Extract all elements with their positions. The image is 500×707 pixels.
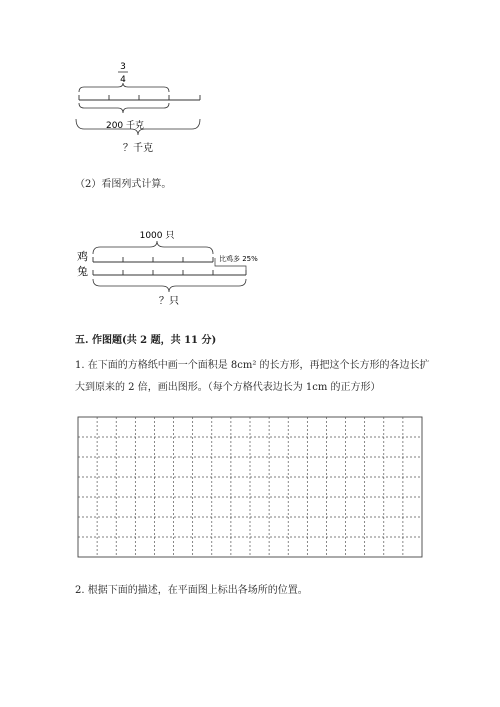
fraction-denominator: 4: [120, 75, 126, 85]
total-weight-label: 200 千克: [105, 121, 145, 131]
fraction-numerator: 3: [120, 62, 126, 72]
chicken-rabbit-diagram: [70, 222, 280, 317]
rabbit-question-label: ？只: [159, 296, 179, 307]
part2-instruction: （2）看图列式计算。: [75, 179, 172, 190]
section-5-title: 五. 作图题(共 2 题，共 11 分): [75, 335, 217, 346]
rabbit-row-label: 兔: [77, 265, 88, 278]
compare-label: 比鸡多 25%: [219, 255, 258, 263]
chicken-row-label: 鸡: [77, 250, 88, 263]
question-1-line-2: 大到原来的 2 倍，画出图形。（每个方格代表边长为 1cm 的正方形）: [75, 382, 381, 393]
question-weight-label: ？千克: [123, 143, 153, 154]
question-2: 2. 根据下面的描述，在平面图上标出各场所的位置。: [75, 585, 308, 596]
square-grid-paper[interactable]: [77, 416, 423, 558]
chicken-count-label: 1000 只: [139, 231, 175, 241]
question-1-line-1: 1. 在下面的方格纸中画一个面积是 8cm² 的长方形，再把这个长方形的各边长扩: [75, 360, 430, 371]
fraction-diagram: [70, 55, 210, 160]
